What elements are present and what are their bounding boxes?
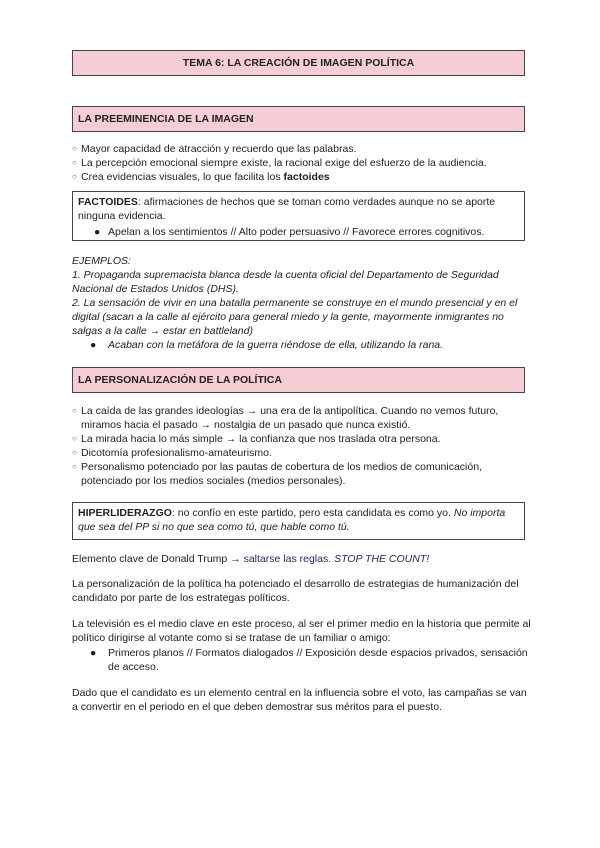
factoides-definition: : afirmaciones de hechos que se toman como verdades aunque no se aporte ninguna evidencia. — [78, 196, 496, 222]
hiperliderazgo-italic: No importa que sea del PP si no que sea como tú, que hable como tú. — [78, 507, 506, 533]
trump-slogan: STOP THE COUNT! — [334, 553, 430, 565]
section-heading-preeminencia: LA PREEMINENCIA DE LA IMAGEN — [72, 106, 525, 132]
list-item: ● Primeros planos // Formatos dialogados // Exposición desde espacios privados, sensación de acceso. — [90, 647, 528, 673]
paragraph-candidato: Dado que el candidato es un elemento central en la influencia sobre el voto, las campañas se van a convertir en el periodo en el que deben demostrar sus méritos para el puesto. — [72, 687, 527, 713]
television-list — [90, 646, 530, 674]
section-heading-personalizacion: LA PERSONALIZACIÓN DE LA POLÍTICA — [72, 367, 525, 393]
trump-paragraph: Elemento clave de Donald Trump → saltarse las reglas. STOP THE COUNT! — [72, 553, 430, 565]
trump-highlight: saltarse las reglas. — [243, 553, 335, 565]
examples-block — [72, 254, 532, 352]
bullet-circle-icon: ○ — [72, 144, 77, 153]
list-item: ○ Dicotomía profesionalismo-amateurismo. — [72, 447, 272, 459]
bullet-circle-icon: ○ — [72, 406, 77, 415]
list-item: ○ Crea evidencias visuales, lo que facilita los factoides — [72, 171, 330, 183]
factoides-term: FACTOIDES — [78, 196, 138, 208]
list-item: ○ La percepción emocional siempre existe, la racional exige del esfuerzo de la audiencia. — [72, 157, 487, 169]
hiperliderazgo-text: : no confío en este partido, pero esta candidata es como yo. — [171, 507, 454, 519]
example-sub: ● Acaban con la metáfora de la guerra riéndose de ella, utilizando la rana. — [90, 339, 444, 351]
examples-label: EJEMPLOS: — [72, 255, 131, 267]
hiperliderazgo-box — [72, 502, 525, 540]
bullet-dot-icon: ● — [90, 647, 97, 659]
factoides-sub: Apelan a los sentimientos // Alto poder persuasivo // Favorece errores cognitivos. — [108, 226, 485, 238]
bullet-circle-icon: ○ — [72, 462, 77, 471]
bullet-circle-icon: ○ — [72, 448, 77, 457]
list-item: ○ La caída de las grandes ideologías → una era de la antipolítica. Cuando no vemos futuro, miramos hacia el pasado → nostalgia de un pasado que nunca existió. — [72, 405, 499, 431]
section2-bullets — [72, 404, 532, 488]
hiperliderazgo-term: HIPERLIDERAZGO — [78, 507, 172, 519]
section1-bullets — [72, 142, 532, 184]
document-title: TEMA 6: LA CREACIÓN DE IMAGEN POLÍTICA — [72, 50, 525, 76]
bullet-circle-icon: ○ — [72, 172, 77, 181]
bullet-circle-icon: ○ — [72, 434, 77, 443]
factoides-box — [72, 191, 525, 241]
bullet-dot-icon: ● — [90, 339, 97, 351]
list-item: ○ Personalismo potenciado por las pautas de cobertura de los medios de comunicación, potenciado por los medios sociales (medios personales). — [72, 461, 482, 487]
paragraph-personalizacion: La personalización de la política ha potenciado el desarrollo de estrategias de humanización del candidato por parte de los estrategas políticos. — [72, 578, 519, 604]
paragraph-television: La televisión es el medio clave en este proceso, al ser el primer medio en la historia que permite al político dirigirse al votante como si se tratase de un familiar o amigo: — [72, 618, 531, 644]
list-item: ○ La mirada hacia lo más simple → la confianza que nos traslada otra persona. — [72, 433, 441, 445]
bullet-circle-icon: ○ — [72, 158, 77, 167]
example-item: 2. La sensación de vivir en una batalla permanente se construye en el mundo presencial y en el digital (sacan a la calle al ejército para general miedo y la gente, mayormente inmigrantes no salgas a la calle → estar en battleland) — [72, 297, 518, 337]
bullet-dot-icon: ● — [94, 226, 101, 238]
example-item: 1. Propaganda supremacista blanca desde la cuenta oficial del Departamento de Seguridad Nacional de Estados Unidos (DHS). — [72, 269, 499, 295]
list-item: ○ Mayor capacidad de atracción y recuerdo que las palabras. — [72, 143, 357, 155]
